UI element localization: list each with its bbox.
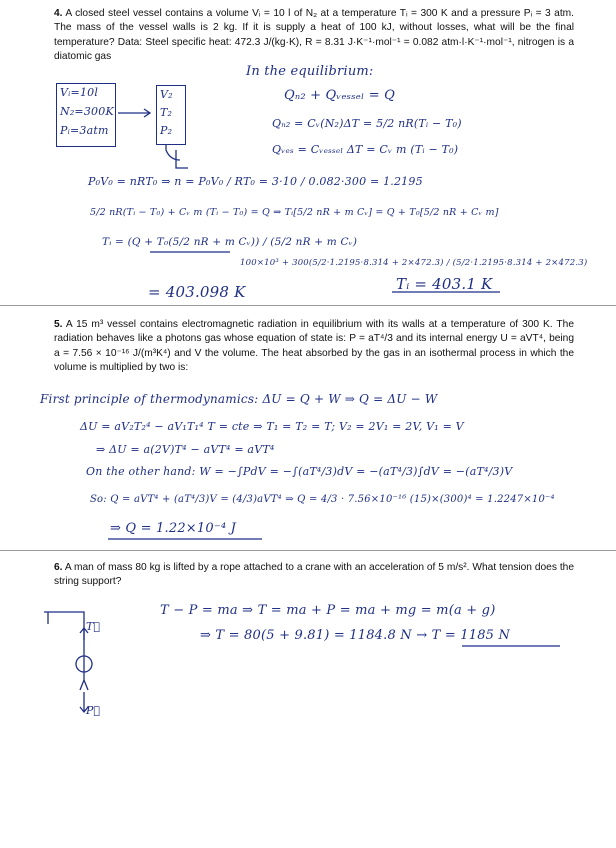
- man-figure-icon: [80, 644, 88, 690]
- handwritten-equilibrium: In the equilibrium:: [246, 64, 374, 79]
- handwritten-pressure: Pᵢ=3atm: [60, 124, 109, 137]
- handwritten-v2: V₂: [160, 88, 173, 101]
- handwritten-tf-numeric: 100×10³ + 300(5/2·1.2195·8.314 + 2×472.3) / (5/2·1.2195·8.314 + 2×472.3): [240, 258, 588, 268]
- handwritten-moles: P₀V₀ = nRT₀ ⇒ n = P₀V₀ / RT₀ = 3·10 / 0.082·300 = 1.2195: [88, 175, 423, 188]
- handwritten-temperature: N₂=300K: [60, 105, 114, 118]
- arrow-initial-to-final: [118, 109, 150, 117]
- handwritten-heat: So: Q = aVT⁴ + (aT⁴/3)V = (4/3)aVT⁴ ⇒ Q = 4/3 · 7.56×10⁻¹⁶ (15)×(300)⁴ = 1.2247×10⁻⁴: [90, 494, 555, 505]
- handwritten-result: = 403.098 K: [148, 283, 246, 301]
- tension-vector-label: T⃗: [86, 620, 101, 633]
- problem-text: A man of mass 80 kg is lifted by a rope attached to a crane with an acceleration of 5 m/s². What tension does the string support?: [54, 562, 574, 588]
- handwritten-p2: P₂: [160, 124, 173, 137]
- handwritten-delta-u-result: ⇒ ΔU = a(2V)T⁴ − aVT⁴ = aVT⁴: [96, 443, 275, 456]
- crane-arm-icon: [44, 612, 84, 624]
- problem-number: 4.: [54, 8, 63, 19]
- handwritten-tension-result: ⇒ T = 80(5 + 9.81) = 1184.8 N → T = 1185 N: [200, 628, 511, 643]
- problem-number: 6.: [54, 562, 63, 573]
- handwritten-t2: T₂: [160, 106, 173, 119]
- weight-arrow-icon: [80, 692, 88, 712]
- handwritten-heat-result: ⇒ Q = 1.22×10⁻⁴ J: [110, 521, 237, 536]
- handwritten-work: On the other hand: W = −∫PdV = −∫(aT⁴/3)dV = −(aT⁴/3)∫dV = −(aT⁴/3)V: [86, 465, 513, 478]
- problem-text: A 15 m³ vessel contains electromagnetic radiation in equilibrium with its walls at a temperature of 300 K. The radiation behaves like a photons gas whose equation of state is: P = aT⁴/3 and its internal energy U = aVT⁴, being a = 7.56 × 10⁻¹⁶ J/(m³K⁴) and V the volume. The heat absorbed by the gas in an isothermal process in which the volume is multiplied by two is:: [54, 319, 574, 374]
- handwritten-heat-vessel: Qᵥₑₛ = Cᵥₑₛₛₑₗ ΔT = Cᵥ m (Tᵢ − T₀): [272, 143, 459, 156]
- handwritten-volume: Vᵢ=10l: [60, 86, 99, 99]
- handwritten-tf-formula: Tᵢ = (Q + T₀(5/2 nR + m Cᵥ)) / (5/2 nR + m Cᵥ): [102, 236, 358, 248]
- handwritten-sum: 5/2 nR(Tᵢ − T₀) + Cᵥ m (Tᵢ − T₀) = Q ⇒ Tᵢ[5/2 nR + m Cᵥ] = Q + T₀[5/2 nR + Cᵥ m]: [90, 207, 499, 218]
- tension-arrow-icon: [80, 628, 88, 644]
- weight-vector-label: P⃗: [86, 704, 101, 717]
- problem-text: A closed steel vessel contains a volume Vᵢ = 10 l of N₂ at a temperature Tᵢ = 300 K and a pressure Pᵢ = 3 atm. The mass of the vessel walls is 2 kg. If it is supply a heat of 100 kJ, without losses, what will be the final temperature? Data: Steel specific heat: 472.3 J/(kg·K), R = 8.31 J·K⁻¹·mol⁻¹ = 0.082 atm·l·K⁻¹·mol⁻¹, nitrogen is a diatomic gas: [54, 8, 574, 63]
- handwritten-energy-balance: Qₙ₂ + Qᵥₑₛₛₑₗ = Q: [284, 88, 395, 103]
- handwritten-final-temperature: Tᵢ = 403.1 K: [396, 275, 493, 293]
- handwritten-first-principle: First principle of thermodynamics: ΔU = Q + W ⇒ Q = ΔU − W: [40, 392, 438, 406]
- handwritten-delta-u: ΔU = aV₂T₂⁴ − aV₁T₁⁴ T = cte ⇒ T₁ = T₂ = T; V₂ = 2V₁ = 2V, V₁ = V: [80, 420, 464, 433]
- handwritten-newton-law: T − P = ma ⇒ T = ma + P = ma + mg = m(a + g): [160, 603, 496, 618]
- handwritten-heat-n2: Qₙ₂ = Cᵥ(N₂)ΔT = 5/2 nR(Tᵢ − T₀): [272, 117, 462, 130]
- vessel-sketch: [166, 144, 188, 168]
- problem-number: 5.: [54, 319, 63, 330]
